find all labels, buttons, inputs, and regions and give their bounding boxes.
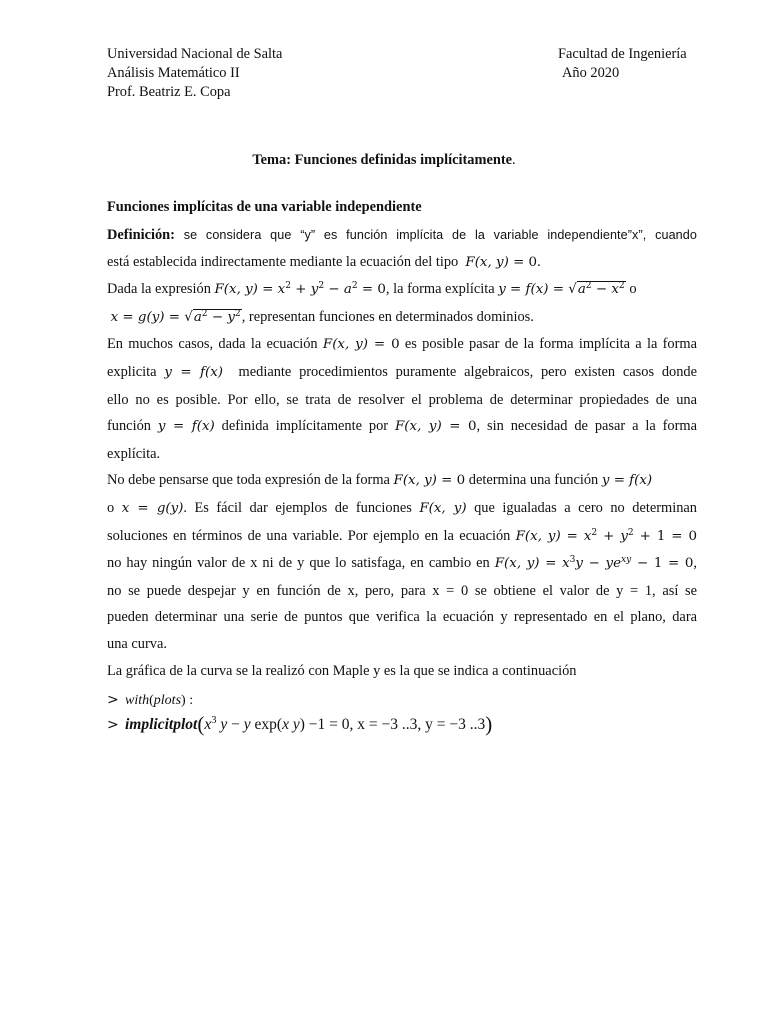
eq-f-xy-0: F(x, y) = 0 (465, 254, 538, 270)
para-nodebe-line-4 (107, 550, 697, 578)
muchos-text-2a: explicita (107, 363, 157, 380)
definition-end: . (537, 253, 541, 270)
professor-name: Prof. Beatriz E. Copa (107, 84, 231, 100)
maple-cmd2-fn: implicitplot (125, 716, 198, 734)
section-title: Funciones implícitas de una variable independiente (107, 199, 422, 215)
para-nodebe-line-2 (107, 495, 697, 523)
definition-term: Definición: (107, 227, 175, 243)
definition-line-1 (107, 222, 697, 249)
nodebe-text-2b: . Es fácil dar ejemplos de funciones (183, 499, 412, 516)
para-muchos-line-2 (107, 359, 697, 387)
eq-f-xy: F(x, y) (419, 500, 467, 516)
para-muchos-line-3: ello no es posible. Por ello, se trata de resolver el problema de determinar propiedades de una (107, 391, 697, 408)
maple-cmd2-rest: −1 = 0, x = −3 ..3, y = −3 ..3 (308, 716, 486, 734)
header-left (107, 45, 282, 102)
nodebe-text-2a: o (107, 499, 115, 516)
maple-cmd1-fn: with (125, 693, 150, 709)
para-dada-line-1 (107, 276, 697, 304)
dada-text-3: o (629, 281, 637, 298)
maple-cmd1-arg: plots (153, 693, 182, 709)
course-name: Análisis Matemático II (107, 65, 240, 81)
eq-y-fx-sqrt: $y = f(x) = √a^2 - x^2$ (498, 281, 625, 298)
eq-f-xy-0-b: F(x, y) = 0 (322, 337, 400, 353)
para-muchos-line-1 (107, 331, 697, 359)
para-grafica: La gráfica de la curva se la realizó con Maple y es la que se indica a continuación (107, 662, 577, 679)
maple-prompt-2: > (107, 717, 119, 734)
nodebe-text-3a: soluciones en términos de una variable. Por ejemplo en la ecuación (107, 527, 511, 544)
dada-text-4: , representan funciones en determinados dominios. (241, 308, 534, 325)
para-muchos-line-5: explícita. (107, 445, 161, 462)
eq-y-fx: y = f(x) (164, 364, 223, 380)
para-nodebe-line-6: pueden determinar una serie de puntos que verifica la ecuación y representado en el plano, dara (107, 609, 697, 626)
page-title (0, 152, 768, 169)
eq-y-fx-c: y = f(x) (601, 473, 653, 489)
eq-example-curve: F(x, $y) = x^3y - ye^{xy} - 1 = 0$ (494, 555, 694, 572)
eq-y-fx-b: y = f(x) (157, 419, 215, 435)
nodebe-text-1a: No debe pensarse que toda expresión de la forma (107, 472, 390, 489)
eq-f-xy-0-c: F(x, y) = 0 (395, 419, 477, 435)
title-dot: . (512, 152, 516, 168)
para-nodebe-line-7: una curva. (107, 635, 167, 652)
para-muchos-line-4 (107, 413, 697, 441)
eq-f-xy-0-d: F(x, y) = 0 (393, 473, 466, 489)
definition-line-2 (107, 249, 697, 277)
year-label: Año 2020 (562, 65, 620, 81)
header-right (558, 45, 687, 83)
definition-text-2: está establecida indirectamente mediante la ecuación del tipo (107, 253, 459, 270)
eq-no-solution: F(x, $y) = x^2 + y^2 + 1 = 0$ (515, 527, 697, 544)
document-body (107, 196, 697, 737)
maple-prompt-1: > (107, 692, 119, 709)
eq-x-gy: x = g(y) (121, 500, 184, 516)
dada-text-1: Dada la expresión (107, 281, 211, 298)
nodebe-text-4a: no hay ningún valor de x ni de y que lo satisfaga, en cambio en (107, 555, 490, 572)
maple-cmd-with: with(plots) : (125, 693, 194, 709)
nodebe-text-2c: que igualadas a cero no determinan (474, 499, 697, 516)
muchos-text-4a: función (107, 418, 151, 435)
page-title-text: Tema: Funciones definidas implícitamente (252, 152, 513, 168)
muchos-text-1a: En muchos casos, dada la ecuación (107, 336, 318, 353)
nodebe-text-1b: determina una función (468, 472, 599, 489)
definition-text: se considera que “y” es función implícita de la variable independiente”x”, cuando (183, 228, 697, 242)
maple-line-1 (107, 688, 697, 713)
maple-commands (107, 688, 697, 737)
muchos-text-2b: mediante procedimientos puramente algebraicos, pero existen casos donde (238, 363, 697, 380)
muchos-text-4b: definida implícitamente por (221, 418, 389, 435)
dada-text-2: , la forma explícita (385, 281, 495, 298)
maple-cmd1-end: : (189, 693, 194, 709)
para-nodebe-line-3 (107, 523, 697, 551)
maple-line-2 (107, 713, 697, 737)
eq-x-gy-sqrt: $x = g(y) = √a^2 - y^2$ (110, 308, 241, 325)
muchos-text-1b: es posible pasar de la forma implícita a la forma (404, 336, 697, 353)
maple-cmd-implicitplot: $implicitplot(x^3$ y − y exp(x y) −1 = 0, x = −3 ..3, y = −3 ..3) (125, 712, 493, 737)
eq-circle: F(x, $y) = x^2 + y^2 - a^2 = 0$ (214, 281, 386, 298)
nodebe-text-4b: , (693, 555, 698, 572)
muchos-text-4c: , sin necesidad de pasar a la forma (476, 418, 697, 435)
para-nodebe-line-5: no se puede despejar y en función de x, pero, para x = 0 se obtiene el valor de y = 1, así se (107, 582, 697, 599)
para-dada-line-2 (107, 304, 697, 332)
para-nodebe-line-1 (107, 467, 697, 495)
university-name: Universidad Nacional de Salta (107, 46, 283, 62)
faculty-name: Facultad de Ingeniería (558, 46, 687, 62)
